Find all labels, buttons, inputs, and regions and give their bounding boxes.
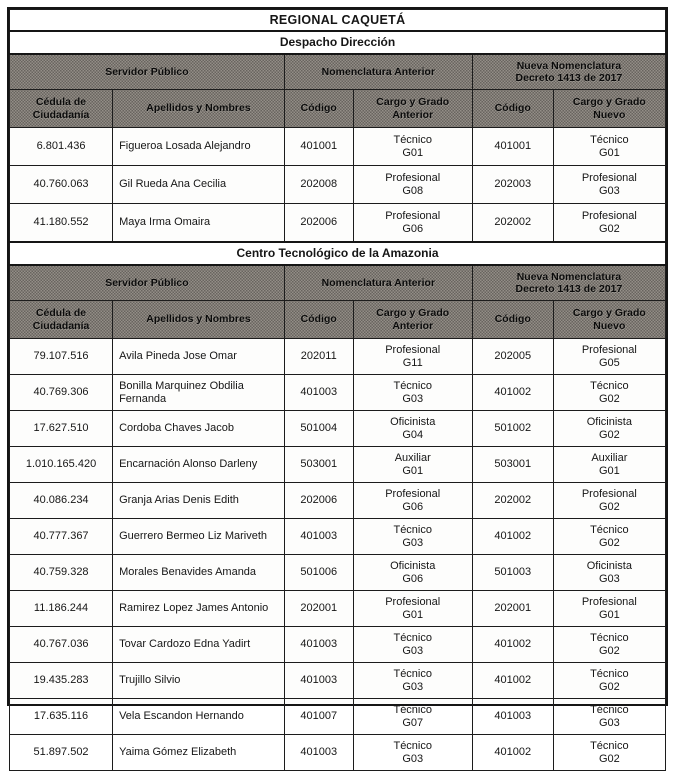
cargo-anterior-label: Técnico (393, 739, 432, 752)
cell-cedula: 79.107.516 (10, 339, 113, 375)
cell-codigo-anterior: 401003 (284, 735, 353, 771)
grado-nuevo-label: G02 (598, 644, 620, 657)
column-header-1: Apellidos y Nombres (113, 90, 285, 128)
cell-cedula: 40.767.036 (10, 627, 113, 663)
cell-codigo-anterior: 501004 (284, 411, 353, 447)
cell-cargo-anterior (353, 483, 472, 519)
cell-codigo-anterior: 202001 (284, 591, 353, 627)
cargo-anterior-label: Técnico (393, 703, 432, 716)
column-header-3: Cargo y Grado Anterior (353, 301, 472, 339)
cell-codigo-anterior: 401001 (284, 128, 353, 166)
cell-codigo-anterior: 401003 (284, 519, 353, 555)
group-header-nueva-nomenclatura (472, 54, 665, 90)
cell-codigo-anterior: 401003 (284, 627, 353, 663)
cargo-anterior-label: Técnico (393, 631, 432, 644)
cell-cargo-nuevo (553, 627, 665, 663)
column-header-0: Cédula de Ciudadanía (10, 90, 113, 128)
cell-cargo-nuevo (553, 483, 665, 519)
cargo-nuevo-label: Técnico (590, 739, 629, 752)
grado-anterior-label: G03 (402, 644, 424, 657)
table-row (10, 375, 666, 411)
cargo-anterior-label: Técnico (393, 379, 432, 392)
table-row (10, 447, 666, 483)
cell-nombres: Avila Pineda Jose Omar (113, 339, 285, 375)
cell-cargo-anterior (353, 519, 472, 555)
cell-cargo-anterior (353, 411, 472, 447)
cell-cedula: 11.186.244 (10, 591, 113, 627)
cargo-anterior-label: Oficinista (390, 415, 436, 428)
table-body (10, 10, 666, 771)
table-row (10, 735, 666, 771)
table-row (10, 204, 666, 243)
grado-anterior-label: G01 (402, 608, 424, 621)
cell-cargo-nuevo (553, 339, 665, 375)
grado-anterior-label: G03 (402, 392, 424, 405)
cell-nombres: Tovar Cardozo Edna Yadirt (113, 627, 285, 663)
cell-codigo-anterior: 401003 (284, 663, 353, 699)
cell-cedula: 1.010.165.420 (10, 447, 113, 483)
group-header-servidor-publico: Servidor Público (10, 265, 285, 301)
cargo-anterior-label: Profesional (385, 595, 441, 608)
cell-codigo-nuevo: 501002 (472, 411, 553, 447)
grado-nuevo-label: G02 (598, 392, 620, 405)
cell-cedula: 40.760.063 (10, 166, 113, 204)
cell-cargo-nuevo (553, 591, 665, 627)
cell-cedula: 41.180.552 (10, 204, 113, 243)
cell-cedula: 19.435.283 (10, 663, 113, 699)
cell-cargo-anterior (353, 591, 472, 627)
cell-cedula: 17.627.510 (10, 411, 113, 447)
grado-anterior-label: G11 (402, 356, 423, 369)
cell-nombres: Bonilla Marquinez Obdilia Fernanda (113, 375, 285, 411)
grado-anterior-label: G04 (402, 428, 424, 441)
grado-nuevo-label: G02 (598, 222, 620, 235)
grado-nuevo-label: G01 (598, 146, 620, 159)
grado-anterior-label: G03 (402, 752, 424, 765)
group-header-nueva-nomenclatura-line: Decreto 1413 de 2017 (515, 283, 623, 295)
cell-cargo-anterior (353, 339, 472, 375)
cell-codigo-anterior: 501006 (284, 555, 353, 591)
table-row (10, 663, 666, 699)
cell-cargo-anterior (353, 699, 472, 735)
cell-cargo-nuevo (553, 735, 665, 771)
cell-codigo-nuevo: 503001 (472, 447, 553, 483)
cargo-nuevo-label: Técnico (590, 523, 629, 536)
table-row (10, 519, 666, 555)
cell-cargo-nuevo (553, 555, 665, 591)
grado-nuevo-label: G05 (598, 356, 620, 369)
cell-codigo-nuevo: 401002 (472, 627, 553, 663)
cell-cargo-nuevo (553, 663, 665, 699)
column-header-5: Cargo y Grado Nuevo (553, 90, 665, 128)
cell-nombres: Yaima Gómez Elizabeth (113, 735, 285, 771)
group-header-nueva-nomenclatura-line: Nueva Nomenclatura (516, 270, 622, 283)
section-title: Despacho Dirección (10, 31, 666, 54)
cell-codigo-nuevo: 202001 (472, 591, 553, 627)
grado-anterior-label: G08 (402, 184, 424, 197)
table-row (10, 128, 666, 166)
cell-codigo-anterior: 401003 (284, 375, 353, 411)
cargo-nuevo-label: Técnico (590, 667, 629, 680)
cargo-anterior-label: Técnico (393, 133, 432, 146)
cell-cargo-anterior (353, 166, 472, 204)
cell-cedula: 6.801.436 (10, 128, 113, 166)
cell-nombres: Vela Escandon Hernando (113, 699, 285, 735)
document-title-row (10, 10, 666, 32)
cargo-anterior-label: Profesional (385, 171, 441, 184)
cargo-nuevo-label: Auxiliar (591, 451, 628, 464)
cargo-nuevo-label: Profesional (581, 209, 637, 222)
cell-codigo-nuevo: 401001 (472, 128, 553, 166)
cargo-anterior-label: Profesional (385, 487, 441, 500)
cell-cargo-nuevo (553, 411, 665, 447)
scanned-document-sheet (7, 7, 668, 765)
column-header-4: Código (472, 301, 553, 339)
grado-nuevo-label: G02 (598, 680, 620, 693)
grado-nuevo-label: G03 (598, 716, 620, 729)
table-row (10, 591, 666, 627)
group-header-nomenclatura-anterior: Nomenclatura Anterior (284, 265, 472, 301)
cell-cargo-nuevo (553, 447, 665, 483)
cell-codigo-anterior: 503001 (284, 447, 353, 483)
grado-anterior-label: G06 (402, 572, 424, 585)
cell-codigo-nuevo: 202003 (472, 166, 553, 204)
nomenclatura-table (9, 9, 666, 771)
table-row (10, 411, 666, 447)
cargo-nuevo-label: Oficinista (586, 415, 632, 428)
section-title-row (10, 31, 666, 54)
cell-cargo-nuevo (553, 699, 665, 735)
cell-nombres: Morales Benavides Amanda (113, 555, 285, 591)
column-header-2: Código (284, 301, 353, 339)
cargo-anterior-label: Profesional (385, 209, 441, 222)
cargo-anterior-label: Oficinista (390, 559, 436, 572)
cell-codigo-nuevo: 401002 (472, 375, 553, 411)
cell-cedula: 40.086.234 (10, 483, 113, 519)
column-header-row (10, 301, 666, 339)
cell-nombres: Cordoba Chaves Jacob (113, 411, 285, 447)
grado-anterior-label: G07 (402, 716, 424, 729)
cell-cargo-anterior (353, 555, 472, 591)
cell-cargo-nuevo (553, 204, 665, 243)
section-title-row (10, 242, 666, 265)
cargo-nuevo-label: Profesional (581, 171, 637, 184)
cell-cedula: 40.759.328 (10, 555, 113, 591)
grado-anterior-label: G06 (402, 500, 424, 513)
cell-nombres: Guerrero Bermeo Liz Mariveth (113, 519, 285, 555)
cell-codigo-anterior: 202011 (284, 339, 353, 375)
page-title: REGIONAL CAQUETÁ (10, 10, 666, 32)
column-header-3: Cargo y Grado Anterior (353, 90, 472, 128)
grado-anterior-label: G01 (402, 146, 424, 159)
cell-codigo-nuevo: 401002 (472, 519, 553, 555)
cargo-anterior-label: Técnico (393, 523, 432, 536)
section-title: Centro Tecnológico de la Amazonia (10, 242, 666, 265)
group-header-nueva-nomenclatura (472, 265, 665, 301)
grado-anterior-label: G03 (402, 680, 424, 693)
grado-nuevo-label: G01 (598, 608, 620, 621)
cargo-anterior-label: Auxiliar (394, 451, 431, 464)
column-header-1: Apellidos y Nombres (113, 301, 285, 339)
grado-nuevo-label: G03 (598, 572, 620, 585)
grado-anterior-label: G01 (402, 464, 424, 477)
grado-nuevo-label: G02 (598, 752, 620, 765)
cell-codigo-nuevo: 401003 (472, 699, 553, 735)
cell-nombres: Ramirez Lopez James Antonio (113, 591, 285, 627)
table-row (10, 339, 666, 375)
cell-codigo-anterior: 202006 (284, 204, 353, 243)
group-header-row (10, 265, 666, 301)
column-header-4: Código (472, 90, 553, 128)
cell-codigo-nuevo: 401002 (472, 663, 553, 699)
group-header-nueva-nomenclatura-line: Decreto 1413 de 2017 (515, 72, 623, 84)
grado-nuevo-label: G02 (598, 536, 620, 549)
column-header-0: Cédula de Ciudadanía (10, 301, 113, 339)
cell-nombres: Trujillo Silvio (113, 663, 285, 699)
group-header-servidor-publico: Servidor Público (10, 54, 285, 90)
cell-codigo-anterior: 202006 (284, 483, 353, 519)
cargo-nuevo-label: Profesional (581, 595, 637, 608)
cell-codigo-anterior: 401007 (284, 699, 353, 735)
cell-cedula: 40.777.367 (10, 519, 113, 555)
grado-nuevo-label: G03 (598, 184, 620, 197)
cell-cargo-anterior (353, 627, 472, 663)
table-row (10, 166, 666, 204)
cargo-nuevo-label: Técnico (590, 703, 629, 716)
grado-anterior-label: G03 (402, 536, 424, 549)
cell-cedula: 51.897.502 (10, 735, 113, 771)
group-header-nomenclatura-anterior: Nomenclatura Anterior (284, 54, 472, 90)
column-header-row (10, 90, 666, 128)
column-header-2: Código (284, 90, 353, 128)
cell-cargo-anterior (353, 204, 472, 243)
cargo-nuevo-label: Profesional (581, 343, 637, 356)
cell-cargo-anterior (353, 128, 472, 166)
cell-codigo-nuevo: 202002 (472, 483, 553, 519)
cell-codigo-anterior: 202008 (284, 166, 353, 204)
cell-cargo-anterior (353, 375, 472, 411)
grado-nuevo-label: G02 (598, 428, 620, 441)
cell-nombres: Gil Rueda Ana Cecilia (113, 166, 285, 204)
table-row (10, 555, 666, 591)
cargo-nuevo-label: Oficinista (586, 559, 632, 572)
cargo-nuevo-label: Técnico (590, 631, 629, 644)
cell-cargo-nuevo (553, 375, 665, 411)
cell-codigo-nuevo: 501003 (472, 555, 553, 591)
group-header-nueva-nomenclatura-line: Nueva Nomenclatura (516, 59, 622, 72)
grado-nuevo-label: G02 (598, 500, 620, 513)
cell-cargo-anterior (353, 735, 472, 771)
cell-cedula: 17.635.116 (10, 699, 113, 735)
cell-nombres: Granja Arias Denis Edith (113, 483, 285, 519)
group-header-row (10, 54, 666, 90)
cargo-nuevo-label: Técnico (590, 133, 629, 146)
cell-cargo-anterior (353, 447, 472, 483)
grado-anterior-label: G06 (402, 222, 424, 235)
cell-cargo-nuevo (553, 519, 665, 555)
cargo-anterior-label: Profesional (385, 343, 441, 356)
table-row (10, 483, 666, 519)
cell-nombres: Encarnación Alonso Darleny (113, 447, 285, 483)
cell-codigo-nuevo: 202002 (472, 204, 553, 243)
cargo-nuevo-label: Técnico (590, 379, 629, 392)
table-row (10, 699, 666, 735)
cell-cargo-nuevo (553, 166, 665, 204)
cell-nombres: Maya Irma Omaira (113, 204, 285, 243)
column-header-5: Cargo y Grado Nuevo (553, 301, 665, 339)
grado-nuevo-label: G01 (598, 464, 620, 477)
cell-codigo-nuevo: 401002 (472, 735, 553, 771)
cargo-anterior-label: Técnico (393, 667, 432, 680)
cell-cargo-nuevo (553, 128, 665, 166)
cell-cedula: 40.769.306 (10, 375, 113, 411)
cargo-nuevo-label: Profesional (581, 487, 637, 500)
table-row (10, 627, 666, 663)
cell-nombres: Figueroa Losada Alejandro (113, 128, 285, 166)
cell-codigo-nuevo: 202005 (472, 339, 553, 375)
cell-cargo-anterior (353, 663, 472, 699)
